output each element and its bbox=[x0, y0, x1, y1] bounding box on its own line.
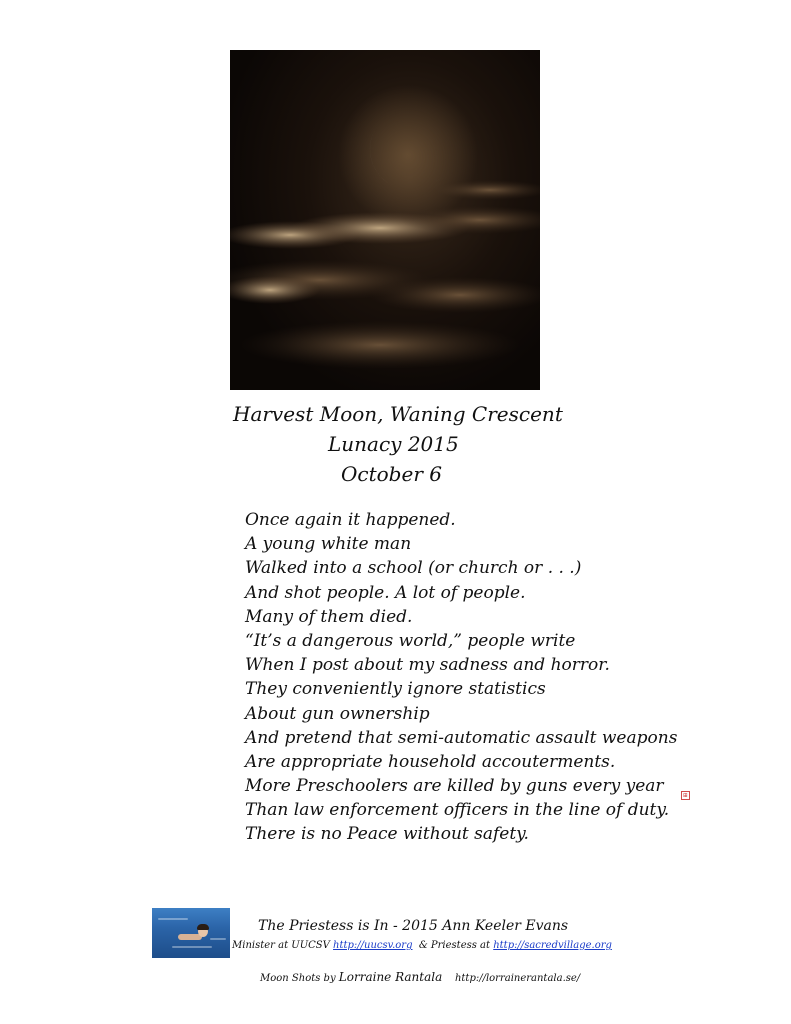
photographer-name: Lorraine Rantala bbox=[338, 970, 443, 984]
priestess-label: & Priestess at bbox=[412, 940, 494, 951]
poem-line: When I post about my sadness and horror. bbox=[245, 655, 610, 676]
photographer-url[interactable]: http://lorrainerantala.se/ bbox=[454, 973, 581, 984]
poem-line: Walked into a school (or church or . . .) bbox=[245, 558, 582, 579]
poem-line: A young white man bbox=[245, 534, 412, 555]
poem-line: “It’s a dangerous world,” people write bbox=[245, 630, 576, 651]
poem-line: And pretend that semi-automatic assault weapons bbox=[245, 727, 678, 748]
poem-line: Than law enforcement officers in the line of duty. bbox=[245, 800, 670, 821]
page-subtitle: Lunacy 2015 bbox=[328, 432, 459, 456]
footer-title: The Priestess is In - 2015 Ann Keeler Evans bbox=[258, 918, 569, 934]
poem-line: They conveniently ignore statistics bbox=[245, 679, 546, 700]
moonshots-label: Moon Shots by bbox=[260, 973, 339, 984]
poem-line: More Preschoolers are killed by guns every year bbox=[245, 776, 664, 797]
crescent-moon-image bbox=[230, 50, 540, 390]
poem-line: And shot people. A lot of people. bbox=[245, 582, 526, 603]
sacredvillage-link[interactable]: http://sacredvillage.org bbox=[493, 940, 612, 951]
uucsv-link[interactable]: http://uucsv.org bbox=[333, 940, 413, 951]
photo-credit bbox=[260, 970, 580, 984]
moon-photo bbox=[230, 50, 540, 390]
footer-credits bbox=[232, 940, 612, 951]
poem-line: About gun ownership bbox=[245, 703, 430, 724]
page-date: October 6 bbox=[341, 462, 442, 486]
poem-line: Many of them died. bbox=[245, 606, 413, 627]
poem-line: There is no Peace without safety. bbox=[245, 824, 529, 845]
poem-line: Once again it happened. bbox=[245, 510, 456, 530]
page-title: Harvest Moon, Waning Crescent bbox=[233, 402, 563, 426]
swimmer-photo bbox=[152, 908, 230, 958]
minister-label: Minister at UUCSV bbox=[232, 940, 334, 951]
expand-marker-icon[interactable]: ⊞ bbox=[682, 792, 689, 799]
poem-line: Are appropriate household accouterments. bbox=[245, 751, 616, 772]
poem bbox=[245, 508, 677, 847]
